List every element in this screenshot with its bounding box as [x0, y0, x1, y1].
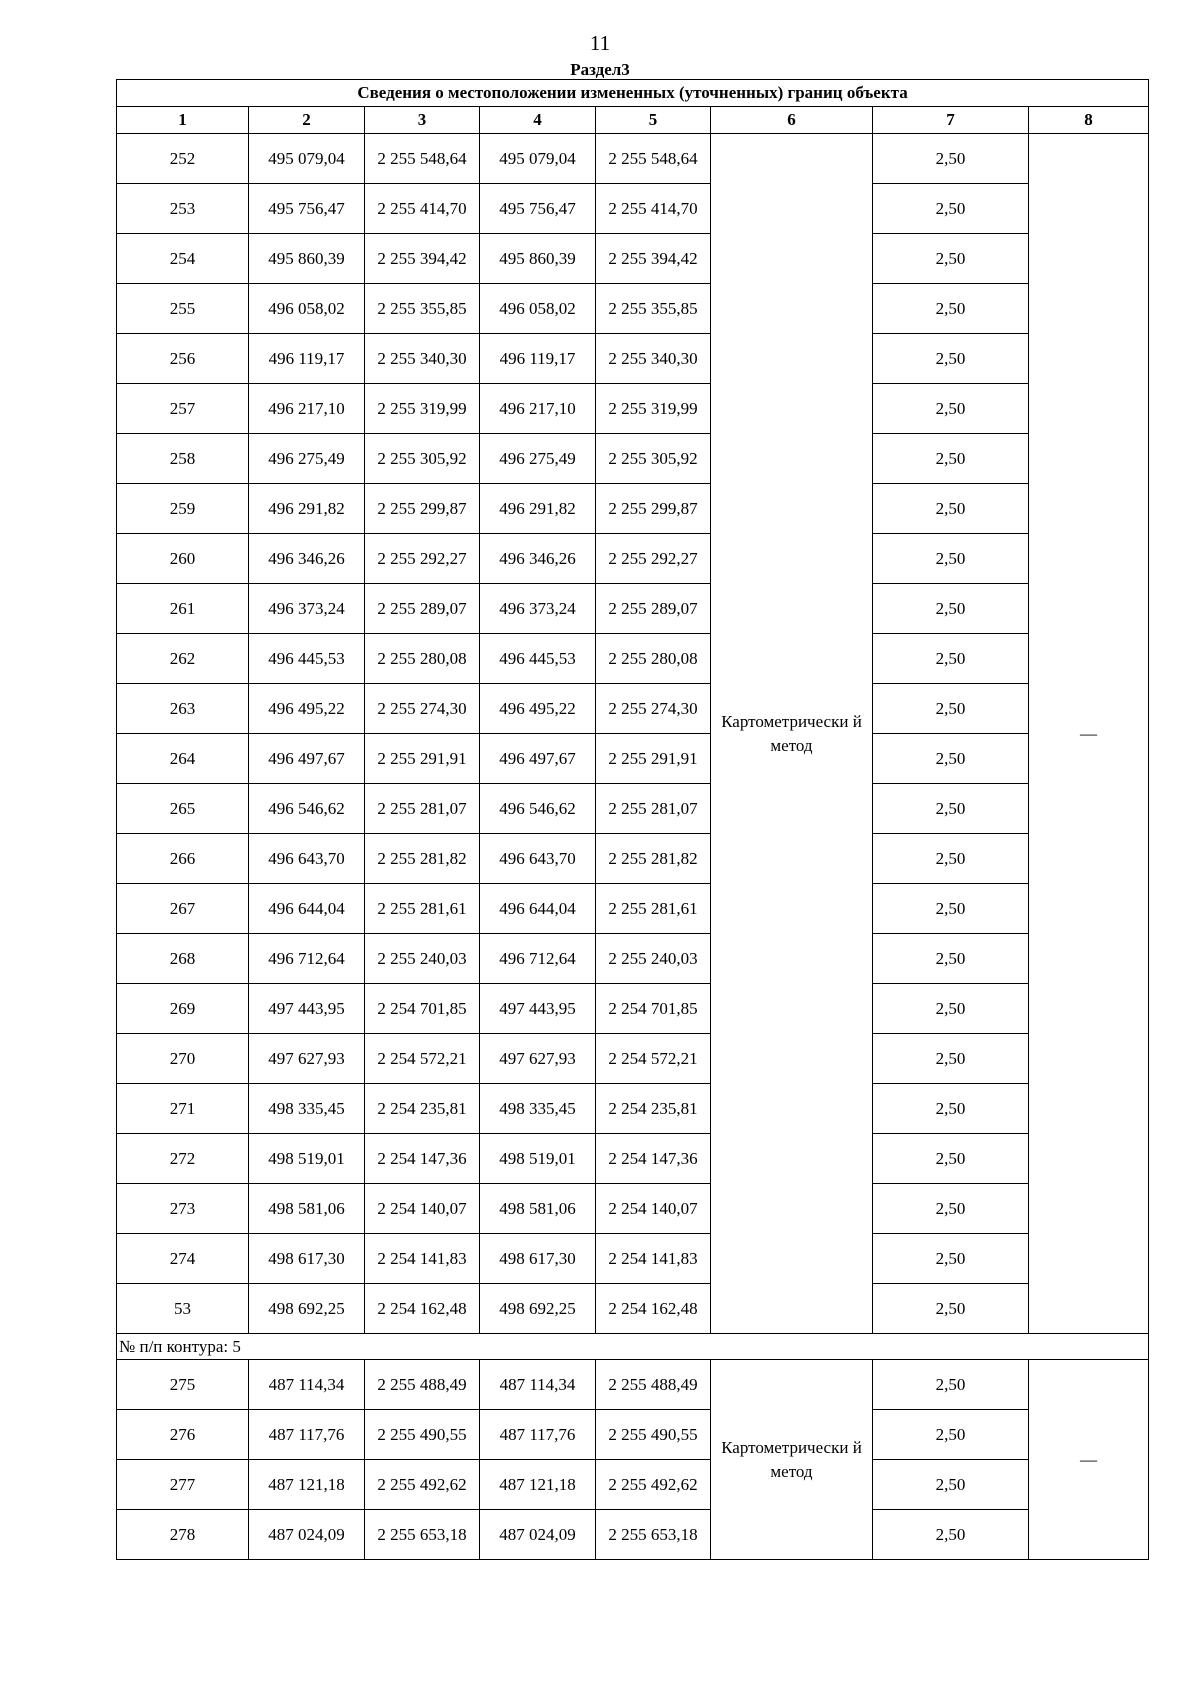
x-existing-cell: 496 546,62 [249, 784, 365, 834]
x-existing-cell: 496 712,64 [249, 934, 365, 984]
y-existing-cell: 2 254 701,85 [365, 984, 480, 1034]
x-refined-cell: 496 291,82 [480, 484, 596, 534]
contour-label: № п/п контура: 5 [117, 1334, 1149, 1360]
x-existing-cell: 498 335,45 [249, 1084, 365, 1134]
table-row [117, 1034, 1149, 1084]
column-number: 2 [249, 107, 365, 134]
y-refined-cell: 2 255 281,61 [596, 884, 711, 934]
y-existing-cell: 2 254 162,48 [365, 1284, 480, 1334]
point-number-cell: 272 [117, 1134, 249, 1184]
column-number: 7 [873, 107, 1029, 134]
y-existing-cell: 2 255 305,92 [365, 434, 480, 484]
table-row [117, 734, 1149, 784]
table-row [117, 634, 1149, 684]
point-number-cell: 53 [117, 1284, 249, 1334]
table-caption: Сведения о местоположении измененных (уточненных) границ объекта [117, 80, 1149, 107]
y-existing-cell: 2 254 147,36 [365, 1134, 480, 1184]
y-refined-cell: 2 255 394,42 [596, 234, 711, 284]
point-number-cell: 278 [117, 1510, 249, 1560]
column-number: 8 [1029, 107, 1149, 134]
table-row [117, 1510, 1149, 1560]
column-number: 3 [365, 107, 480, 134]
method-cell: Картометрически й метод [711, 134, 873, 1334]
point-number-cell: 275 [117, 1360, 249, 1410]
y-existing-cell: 2 255 319,99 [365, 384, 480, 434]
x-refined-cell: 496 445,53 [480, 634, 596, 684]
y-refined-cell: 2 254 572,21 [596, 1034, 711, 1084]
y-existing-cell: 2 255 340,30 [365, 334, 480, 384]
x-refined-cell: 487 024,09 [480, 1510, 596, 1560]
column-number: 4 [480, 107, 596, 134]
point-number-cell: 258 [117, 434, 249, 484]
precision-cell: 2,50 [873, 134, 1029, 184]
x-refined-cell: 487 114,34 [480, 1360, 596, 1410]
y-refined-cell: 2 255 319,99 [596, 384, 711, 434]
y-existing-cell: 2 255 394,42 [365, 234, 480, 284]
precision-cell: 2,50 [873, 1360, 1029, 1410]
x-refined-cell: 496 712,64 [480, 934, 596, 984]
x-refined-cell: 496 119,17 [480, 334, 596, 384]
point-number-cell: 259 [117, 484, 249, 534]
x-existing-cell: 497 627,93 [249, 1034, 365, 1084]
point-number-cell: 271 [117, 1084, 249, 1134]
x-existing-cell: 496 217,10 [249, 384, 365, 434]
table-row [117, 1360, 1149, 1410]
point-number-cell: 273 [117, 1184, 249, 1234]
note-cell: — [1029, 1360, 1149, 1560]
x-existing-cell: 498 519,01 [249, 1134, 365, 1184]
table-row [117, 1184, 1149, 1234]
x-existing-cell: 495 860,39 [249, 234, 365, 284]
x-existing-cell: 496 445,53 [249, 634, 365, 684]
point-number-cell: 253 [117, 184, 249, 234]
precision-cell: 2,50 [873, 334, 1029, 384]
table-row [117, 584, 1149, 634]
x-existing-cell: 487 024,09 [249, 1510, 365, 1560]
x-existing-cell: 496 346,26 [249, 534, 365, 584]
precision-cell: 2,50 [873, 484, 1029, 534]
precision-cell: 2,50 [873, 1510, 1029, 1560]
section-title: Раздел3 [570, 60, 630, 79]
y-existing-cell: 2 255 492,62 [365, 1460, 480, 1510]
x-existing-cell: 496 119,17 [249, 334, 365, 384]
y-refined-cell: 2 255 289,07 [596, 584, 711, 634]
point-number-cell: 262 [117, 634, 249, 684]
x-refined-cell: 496 373,24 [480, 584, 596, 634]
x-refined-cell: 496 546,62 [480, 784, 596, 834]
y-existing-cell: 2 254 235,81 [365, 1084, 480, 1134]
y-existing-cell: 2 255 281,82 [365, 834, 480, 884]
x-existing-cell: 498 581,06 [249, 1184, 365, 1234]
precision-cell: 2,50 [873, 1410, 1029, 1460]
x-refined-cell: 496 058,02 [480, 284, 596, 334]
y-existing-cell: 2 255 299,87 [365, 484, 480, 534]
precision-cell: 2,50 [873, 784, 1029, 834]
y-existing-cell: 2 255 291,91 [365, 734, 480, 784]
y-refined-cell: 2 255 240,03 [596, 934, 711, 984]
y-refined-cell: 2 255 291,91 [596, 734, 711, 784]
x-existing-cell: 497 443,95 [249, 984, 365, 1034]
table-row [117, 884, 1149, 934]
x-refined-cell: 496 497,67 [480, 734, 596, 784]
table-row [117, 184, 1149, 234]
x-refined-cell: 498 617,30 [480, 1234, 596, 1284]
x-refined-cell: 497 627,93 [480, 1034, 596, 1084]
x-refined-cell: 495 860,39 [480, 234, 596, 284]
point-number-cell: 266 [117, 834, 249, 884]
y-refined-cell: 2 255 292,27 [596, 534, 711, 584]
precision-cell: 2,50 [873, 434, 1029, 484]
point-number-cell: 254 [117, 234, 249, 284]
table-row [117, 284, 1149, 334]
y-refined-cell: 2 255 548,64 [596, 134, 711, 184]
table-row [117, 434, 1149, 484]
precision-cell: 2,50 [873, 384, 1029, 434]
x-refined-cell: 496 643,70 [480, 834, 596, 884]
y-existing-cell: 2 255 292,27 [365, 534, 480, 584]
table-row [117, 1410, 1149, 1460]
y-existing-cell: 2 255 414,70 [365, 184, 480, 234]
table-row [117, 1234, 1149, 1284]
y-existing-cell: 2 255 280,08 [365, 634, 480, 684]
point-number-cell: 260 [117, 534, 249, 584]
x-refined-cell: 498 519,01 [480, 1134, 596, 1184]
y-existing-cell: 2 255 490,55 [365, 1410, 480, 1460]
table-row [117, 1460, 1149, 1510]
precision-cell: 2,50 [873, 1184, 1029, 1234]
point-number-cell: 257 [117, 384, 249, 434]
y-refined-cell: 2 255 274,30 [596, 684, 711, 734]
y-refined-cell: 2 255 492,62 [596, 1460, 711, 1510]
precision-cell: 2,50 [873, 534, 1029, 584]
point-number-cell: 263 [117, 684, 249, 734]
y-existing-cell: 2 255 240,03 [365, 934, 480, 984]
precision-cell: 2,50 [873, 984, 1029, 1034]
x-refined-cell: 487 121,18 [480, 1460, 596, 1510]
x-existing-cell: 487 117,76 [249, 1410, 365, 1460]
column-number: 1 [117, 107, 249, 134]
point-number-cell: 252 [117, 134, 249, 184]
x-existing-cell: 496 643,70 [249, 834, 365, 884]
y-existing-cell: 2 255 281,07 [365, 784, 480, 834]
x-existing-cell: 496 497,67 [249, 734, 365, 784]
y-existing-cell: 2 254 141,83 [365, 1234, 480, 1284]
column-number: 6 [711, 107, 873, 134]
point-number-cell: 270 [117, 1034, 249, 1084]
y-refined-cell: 2 255 355,85 [596, 284, 711, 334]
x-existing-cell: 496 495,22 [249, 684, 365, 734]
x-refined-cell: 498 581,06 [480, 1184, 596, 1234]
x-refined-cell: 498 335,45 [480, 1084, 596, 1134]
table-row [117, 234, 1149, 284]
table-body [117, 134, 1149, 1560]
precision-cell: 2,50 [873, 1460, 1029, 1510]
y-refined-cell: 2 254 162,48 [596, 1284, 711, 1334]
x-refined-cell: 496 644,04 [480, 884, 596, 934]
y-refined-cell: 2 254 701,85 [596, 984, 711, 1034]
y-refined-cell: 2 255 280,08 [596, 634, 711, 684]
y-refined-cell: 2 254 147,36 [596, 1134, 711, 1184]
precision-cell: 2,50 [873, 1234, 1029, 1284]
precision-cell: 2,50 [873, 234, 1029, 284]
y-existing-cell: 2 255 355,85 [365, 284, 480, 334]
column-number: 5 [596, 107, 711, 134]
boundary-coordinates-table [116, 79, 1149, 1560]
y-existing-cell: 2 255 548,64 [365, 134, 480, 184]
table-row [117, 784, 1149, 834]
x-refined-cell: 496 495,22 [480, 684, 596, 734]
precision-cell: 2,50 [873, 584, 1029, 634]
table-row [117, 834, 1149, 884]
table-row [117, 484, 1149, 534]
y-refined-cell: 2 255 490,55 [596, 1410, 711, 1460]
precision-cell: 2,50 [873, 1034, 1029, 1084]
y-refined-cell: 2 255 414,70 [596, 184, 711, 234]
y-existing-cell: 2 255 274,30 [365, 684, 480, 734]
table-row [117, 534, 1149, 584]
y-existing-cell: 2 255 488,49 [365, 1360, 480, 1410]
x-refined-cell: 498 692,25 [480, 1284, 596, 1334]
point-number-cell: 261 [117, 584, 249, 634]
x-refined-cell: 496 346,26 [480, 534, 596, 584]
x-existing-cell: 495 079,04 [249, 134, 365, 184]
point-number-cell: 265 [117, 784, 249, 834]
precision-cell: 2,50 [873, 1284, 1029, 1334]
x-existing-cell: 496 291,82 [249, 484, 365, 534]
precision-cell: 2,50 [873, 184, 1029, 234]
point-number-cell: 276 [117, 1410, 249, 1460]
table-row [117, 1284, 1149, 1334]
y-refined-cell: 2 255 488,49 [596, 1360, 711, 1410]
x-existing-cell: 498 617,30 [249, 1234, 365, 1284]
table-row [117, 1134, 1149, 1184]
note-cell: — [1029, 134, 1149, 1334]
table-row [117, 684, 1149, 734]
x-existing-cell: 498 692,25 [249, 1284, 365, 1334]
x-refined-cell: 497 443,95 [480, 984, 596, 1034]
x-existing-cell: 496 373,24 [249, 584, 365, 634]
point-number-cell: 267 [117, 884, 249, 934]
precision-cell: 2,50 [873, 834, 1029, 884]
x-refined-cell: 487 117,76 [480, 1410, 596, 1460]
x-refined-cell: 496 275,49 [480, 434, 596, 484]
point-number-cell: 256 [117, 334, 249, 384]
point-number-cell: 268 [117, 934, 249, 984]
precision-cell: 2,50 [873, 934, 1029, 984]
y-existing-cell: 2 255 281,61 [365, 884, 480, 934]
y-refined-cell: 2 255 281,82 [596, 834, 711, 884]
x-existing-cell: 496 644,04 [249, 884, 365, 934]
x-existing-cell: 496 058,02 [249, 284, 365, 334]
precision-cell: 2,50 [873, 284, 1029, 334]
x-existing-cell: 487 114,34 [249, 1360, 365, 1410]
precision-cell: 2,50 [873, 1084, 1029, 1134]
table-row [117, 334, 1149, 384]
method-cell: Картометрически й метод [711, 1360, 873, 1560]
point-number-cell: 264 [117, 734, 249, 784]
precision-cell: 2,50 [873, 884, 1029, 934]
table-row [117, 1084, 1149, 1134]
y-refined-cell: 2 254 235,81 [596, 1084, 711, 1134]
y-existing-cell: 2 255 653,18 [365, 1510, 480, 1560]
table-row [117, 984, 1149, 1034]
precision-cell: 2,50 [873, 684, 1029, 734]
point-number-cell: 274 [117, 1234, 249, 1284]
table-row [117, 934, 1149, 984]
y-refined-cell: 2 255 340,30 [596, 334, 711, 384]
point-number-cell: 269 [117, 984, 249, 1034]
point-number-cell: 277 [117, 1460, 249, 1510]
precision-cell: 2,50 [873, 634, 1029, 684]
point-number-cell: 255 [117, 284, 249, 334]
x-refined-cell: 495 079,04 [480, 134, 596, 184]
y-refined-cell: 2 254 140,07 [596, 1184, 711, 1234]
y-refined-cell: 2 255 653,18 [596, 1510, 711, 1560]
y-refined-cell: 2 255 305,92 [596, 434, 711, 484]
x-existing-cell: 487 121,18 [249, 1460, 365, 1510]
y-existing-cell: 2 255 289,07 [365, 584, 480, 634]
y-refined-cell: 2 255 281,07 [596, 784, 711, 834]
table-row [117, 134, 1149, 184]
y-existing-cell: 2 254 572,21 [365, 1034, 480, 1084]
x-refined-cell: 496 217,10 [480, 384, 596, 434]
y-refined-cell: 2 254 141,83 [596, 1234, 711, 1284]
x-refined-cell: 495 756,47 [480, 184, 596, 234]
page-number: 11 [589, 31, 611, 55]
x-existing-cell: 495 756,47 [249, 184, 365, 234]
x-existing-cell: 496 275,49 [249, 434, 365, 484]
precision-cell: 2,50 [873, 1134, 1029, 1184]
table-row [117, 384, 1149, 434]
contour-row [117, 1334, 1149, 1360]
precision-cell: 2,50 [873, 734, 1029, 784]
y-existing-cell: 2 254 140,07 [365, 1184, 480, 1234]
y-refined-cell: 2 255 299,87 [596, 484, 711, 534]
